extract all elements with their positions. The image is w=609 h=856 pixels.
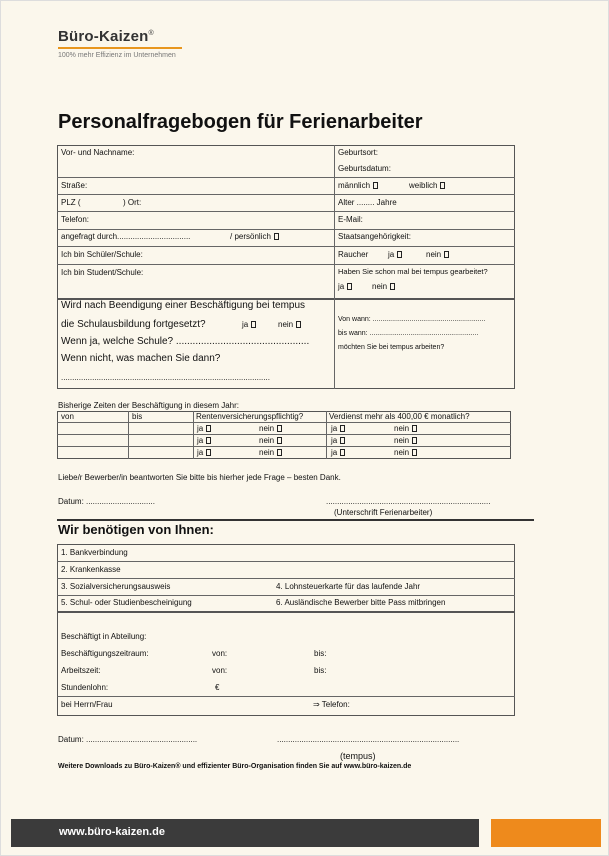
rv-ja-option[interactable]: ja bbox=[197, 448, 211, 458]
arbeitszeit-bis[interactable]: bis: bbox=[314, 666, 327, 675]
col-rentenversicherung: Rentenversicherungspflichtig? bbox=[196, 412, 304, 421]
zeitraum-von[interactable]: von: bbox=[212, 649, 228, 658]
job-details-box bbox=[57, 612, 515, 716]
vd-ja-option[interactable]: ja bbox=[331, 448, 345, 458]
footer-bar bbox=[11, 819, 479, 847]
vd-nein-option[interactable]: nein bbox=[394, 424, 417, 434]
checkbox-icon[interactable] bbox=[412, 425, 417, 432]
vd-nein-option[interactable]: nein bbox=[394, 448, 417, 458]
logo-brand: Büro-Kaizen® bbox=[58, 28, 154, 45]
need-item-bank: 1. Bankverbindung bbox=[61, 548, 128, 557]
logo-underline bbox=[58, 47, 182, 49]
what-then-question: Wenn nicht, was machen Sie dann? bbox=[61, 353, 221, 364]
plz-field[interactable]: PLZ ( bbox=[61, 198, 81, 207]
rv-nein-option[interactable]: nein bbox=[259, 424, 282, 434]
tempus-caption: (tempus) bbox=[340, 751, 376, 761]
school-ja-option[interactable]: ja bbox=[242, 320, 256, 330]
checkbox-icon[interactable] bbox=[390, 283, 395, 290]
raucher-nein-option[interactable]: nein bbox=[426, 250, 449, 260]
checkbox-icon[interactable] bbox=[347, 283, 352, 290]
checkbox-icon[interactable] bbox=[440, 182, 445, 189]
checkbox-icon[interactable] bbox=[206, 449, 211, 456]
need-item-pass: 6. Ausländische Bewerber bitte Pass mitbringen bbox=[276, 598, 446, 607]
ort-field[interactable]: ) Ort: bbox=[123, 198, 142, 207]
datum-field[interactable]: Datum: ............................... bbox=[58, 497, 155, 506]
rv-nein-option[interactable]: nein bbox=[259, 436, 282, 446]
need-item-schule: 5. Schul- oder Studienbescheinigung bbox=[61, 598, 192, 607]
raucher-label: Raucher bbox=[338, 250, 369, 259]
schueler-field[interactable]: Ich bin Schüler/Schule: bbox=[61, 250, 143, 259]
signature-caption: (Unterschrift Ferienarbeiter) bbox=[334, 508, 433, 517]
checkbox-icon[interactable] bbox=[277, 425, 282, 432]
buero-kaizen-logo bbox=[58, 28, 176, 59]
student-field[interactable]: Ich bin Student/Schule: bbox=[61, 268, 144, 277]
abteilung-field[interactable]: Beschäftigt in Abteilung: bbox=[61, 632, 147, 641]
strasse-field[interactable]: Straße: bbox=[61, 181, 88, 190]
need-item-krankenkasse: 2. Krankenkasse bbox=[61, 565, 121, 574]
downloads-note: Weitere Downloads zu Büro-Kaizen® und effizienter Büro-Organisation finden Sie auf www.büro-kaizen.de bbox=[58, 763, 412, 770]
bis-wann-field[interactable]: bis wann: ........................................................ bbox=[338, 330, 479, 337]
persoenlich-option[interactable]: / persönlich bbox=[230, 232, 279, 242]
telefon-contact-field[interactable]: ⇒ Telefon: bbox=[313, 700, 350, 709]
checkbox-icon[interactable] bbox=[277, 437, 282, 444]
vd-ja-option[interactable]: ja bbox=[331, 424, 345, 434]
rv-ja-option[interactable]: ja bbox=[197, 424, 211, 434]
question-continue-school: Wird nach Beendigung einer Beschäftigung bei tempus bbox=[61, 300, 306, 311]
footer-accent bbox=[491, 819, 601, 847]
checkbox-icon[interactable] bbox=[340, 425, 345, 432]
checkbox-icon[interactable] bbox=[444, 251, 449, 258]
angefragt-field[interactable]: angefragt durch................................. bbox=[61, 232, 191, 241]
checkbox-icon[interactable] bbox=[206, 437, 211, 444]
which-school-field[interactable]: Wenn ja, welche Schule? ................................................ bbox=[61, 336, 310, 347]
checkbox-icon[interactable] bbox=[251, 321, 256, 328]
geburtsdatum-field[interactable]: Geburtsdatum: bbox=[338, 164, 391, 173]
von-wann-field[interactable]: Von wann: .......................................................... bbox=[338, 316, 486, 323]
vd-nein-option[interactable]: nein bbox=[394, 436, 417, 446]
checkbox-icon[interactable] bbox=[373, 182, 378, 189]
school-nein-option[interactable]: nein bbox=[278, 320, 301, 330]
name-field[interactable]: Vor- und Nachname: bbox=[61, 148, 135, 157]
euro-symbol: € bbox=[215, 683, 220, 692]
checkbox-icon[interactable] bbox=[296, 321, 301, 328]
checkbox-icon[interactable] bbox=[206, 425, 211, 432]
question-school-continued: die Schulausbildung fortgesetzt? bbox=[61, 319, 206, 330]
signature-line[interactable]: .......................................................................... bbox=[326, 497, 491, 506]
tempus-question: Haben Sie schon mal bei tempus gearbeitet? bbox=[338, 267, 488, 276]
checkbox-icon[interactable] bbox=[340, 449, 345, 456]
rv-nein-option[interactable]: nein bbox=[259, 448, 282, 458]
checkbox-icon[interactable] bbox=[340, 437, 345, 444]
rv-ja-option[interactable]: ja bbox=[197, 436, 211, 446]
col-von: von bbox=[61, 412, 74, 421]
logo-tagline: 100% mehr Effizienz im Unternehmen bbox=[58, 52, 176, 59]
need-heading: Wir benötigen von Ihnen: bbox=[58, 522, 214, 537]
need-item-lohnsteuer: 4. Lohnsteuerkarte für das laufende Jahr bbox=[276, 582, 421, 591]
zeitraum-bis[interactable]: bis: bbox=[314, 649, 327, 658]
moechten-field[interactable]: möchten Sie bei tempus arbeiten? bbox=[338, 344, 445, 351]
thanks-note: Liebe/r Bewerber/in beantworten Sie bitte bis hierher jede Frage – besten Dank. bbox=[58, 473, 341, 482]
herrn-field[interactable]: bei Herrn/Frau bbox=[61, 700, 113, 709]
arbeitszeit-von[interactable]: von: bbox=[212, 666, 228, 675]
checkbox-icon[interactable] bbox=[412, 437, 417, 444]
stundenlohn-field[interactable]: Stundenlohn: bbox=[61, 683, 109, 692]
checkbox-icon[interactable] bbox=[274, 233, 279, 240]
tempus-ja-option[interactable]: ja bbox=[338, 282, 352, 292]
datum-tempus-field[interactable]: Datum: .................................................. bbox=[58, 735, 198, 744]
telefon-field[interactable]: Telefon: bbox=[61, 215, 90, 224]
checkbox-icon[interactable] bbox=[277, 449, 282, 456]
vd-ja-option[interactable]: ja bbox=[331, 436, 345, 446]
col-verdienst: Verdienst mehr als 400,00 € monatlich? bbox=[329, 412, 470, 421]
col-bis: bis bbox=[132, 412, 143, 421]
gender-female-option[interactable]: weiblich bbox=[409, 181, 445, 191]
raucher-ja-option[interactable]: ja bbox=[388, 250, 402, 260]
zeitraum-field[interactable]: Beschäftigungszeitraum: bbox=[61, 649, 149, 658]
checkbox-icon[interactable] bbox=[397, 251, 402, 258]
need-item-sv: 3. Sozialversicherungsausweis bbox=[61, 582, 171, 591]
tempus-signature-line[interactable]: .................................................................................. bbox=[277, 735, 460, 744]
page-title: Personalfragebogen für Ferienarbeiter bbox=[58, 111, 423, 133]
email-field[interactable]: E-Mail: bbox=[338, 215, 363, 224]
staatsangehoerigkeit-field[interactable]: Staatsangehörigkeit: bbox=[338, 232, 411, 241]
checkbox-icon[interactable] bbox=[412, 449, 417, 456]
previous-employment-heading: Bisherige Zeiten der Beschäftigung in diesem Jahr: bbox=[58, 401, 239, 410]
geburtsort-field[interactable]: Geburtsort: bbox=[338, 148, 379, 157]
alter-field[interactable]: Alter ........ Jahre bbox=[338, 198, 397, 207]
what-then-field[interactable]: .............................................................................................. bbox=[61, 373, 270, 382]
arbeitszeit-field[interactable]: Arbeitszeit: bbox=[61, 666, 101, 675]
gender-male-option[interactable]: männlich bbox=[338, 181, 378, 191]
footer-url-link[interactable]: www.büro-kaizen.de bbox=[59, 826, 165, 838]
tempus-nein-option[interactable]: nein bbox=[372, 282, 395, 292]
